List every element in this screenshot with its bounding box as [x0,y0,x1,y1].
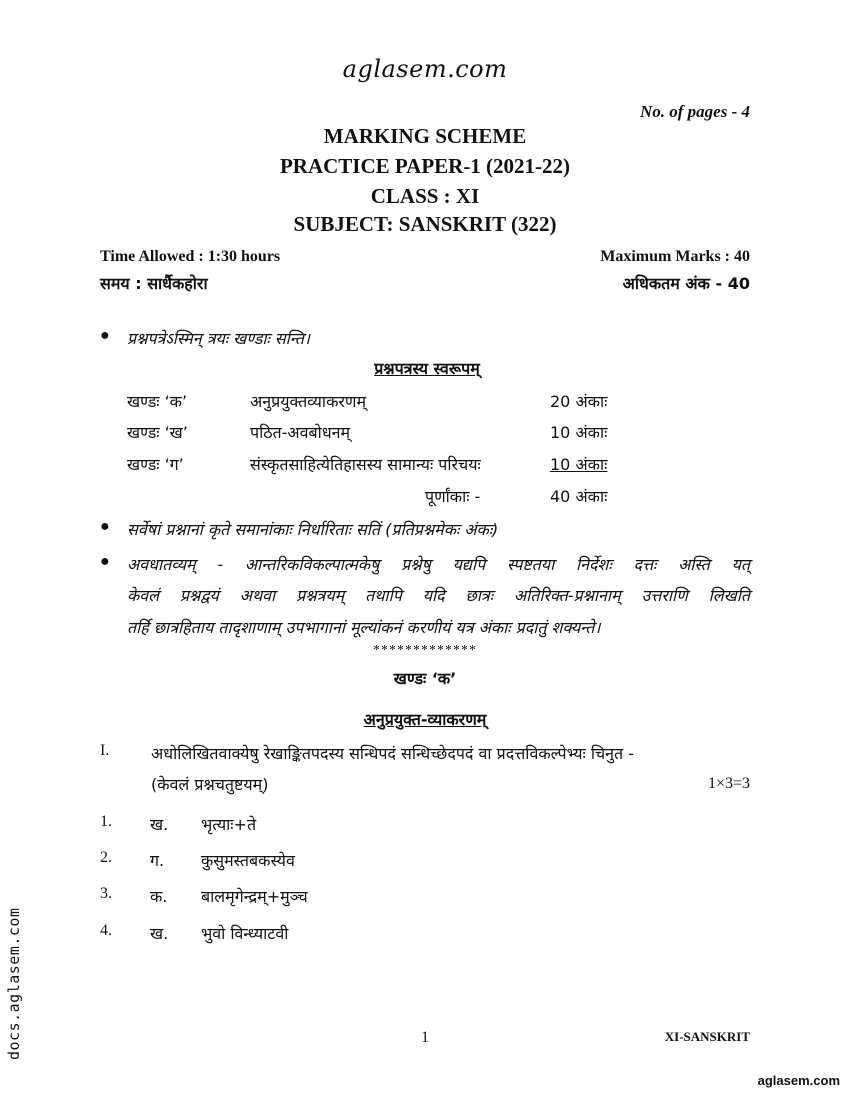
time-allowed-hindi: समय : सार्धैकहोरा [100,274,208,293]
note-line: केवलं प्रश्नद्वयं अथवा प्रश्नत्रयम् तथापि यदि छात्रः अतिरिक्त-प्रश्नानाम् उत्तराणि लिखति [127,586,750,605]
answer-text: भुवो विन्ध्याटवी [201,924,289,943]
instruction-equal-marks: सर्वेषां प्रश्नानां कृते समानांकाः निर्धारिताः सतिं (प्रतिप्रश्नमेकः अंकः) [127,520,499,539]
page-count: No. of pages - 4 [639,102,750,121]
instruction-sections: प्रश्नपत्रेऽस्मिन् त्रयः खण्डाः सन्ति। [127,329,310,348]
structure-section-label: खण्डः ‘क’ [127,392,188,411]
answer-option: क. [150,887,168,906]
answer-option: ख. [150,924,169,943]
title-class: CLASS : XI [370,184,480,208]
maximum-marks: Maximum Marks : 40 [600,248,750,265]
question-number: I. [100,742,110,759]
bullet-icon: ● [100,518,110,535]
bullet-icon: ● [100,327,110,344]
bullet-icon: ● [100,553,110,570]
title-practice-paper: PRACTICE PAPER-1 (2021-22) [279,154,571,178]
maximum-marks-hindi: अधिकतम अंक - 40 [622,274,750,293]
title-subject: SUBJECT: SANSKRIT (322) [293,212,557,236]
time-allowed: Time Allowed : 1:30 hours [100,248,281,265]
answer-text: कुसुमस्तबकस्येव [201,851,295,870]
structure-section-marks: 10 अंकाः [550,423,608,442]
question-note: (केवलं प्रश्नचतुष्टयम्) [151,775,269,794]
question-marks: 1×3=3 [707,775,750,792]
answer-number: 4. [100,922,112,939]
section-a-label: खण्डः ‘क’ [393,669,457,688]
total-marks: 40 अंकाः [550,487,608,506]
answer-option: ग. [150,851,165,870]
structure-section-name: पठित-अवबोधनम् [250,423,351,442]
answer-number: 2. [100,849,112,866]
structure-section-name: संस्कृतसाहित्येतिहासस्य सामान्यः परिचयः [250,455,481,474]
answer-text: भृत्याः+ते [201,815,257,834]
answer-number: 1. [100,813,112,830]
structure-section-marks: 10 अंकाः [550,455,608,474]
separator-stars: ************* [373,643,477,658]
title-marking-scheme: MARKING SCHEME [323,124,527,148]
answer-text: बालमृगेन्द्रम्+मुञ्च [201,887,308,906]
structure-section-label: खण्डः ‘ग’ [127,455,184,474]
page-number: 1 [421,1029,429,1046]
total-label: पूर्णांकाः - [425,487,481,506]
footer-code: XI-SANSKRIT [664,1029,750,1044]
structure-section-name: अनुप्रयुक्तव्याकरणम् [250,392,367,411]
side-watermark-url: docs.aglasem.com [5,907,23,1060]
note-line: तर्हि छात्रहिताय तादृशाणाम् उपभागानां मूल्यांकनं करणीयं यत्र अंकाः प्रदातुं शक्यन्ते। [127,618,601,637]
section-a-title: अनुप्रयुक्त-व्याकरणम् [363,710,487,729]
answer-option: ख. [150,815,169,834]
structure-section-label: खण्डः ‘ख’ [127,423,188,442]
structure-section-marks: 20 अंकाः [550,392,608,411]
note-line: अवधातव्यम् - आन्तरिकविकल्पात्मकेषु प्रश्नेषु यद्यपि स्पष्टतया निर्देशः दत्तः अस्ति यत् [127,555,750,574]
answer-number: 3. [100,885,112,902]
footer-brand: aglasem.com [757,1073,840,1088]
watermark-logo: aglasem.com [342,55,508,83]
question-text: अधोलिखितवाक्येषु रेखाङ्कितपदस्य सन्धिपदं सन्धिच्छेदपदं वा प्रदत्तविकल्पेभ्यः चिनुत - [151,744,634,763]
structure-title: प्रश्नपत्रस्य स्वरूपम् [374,359,480,378]
